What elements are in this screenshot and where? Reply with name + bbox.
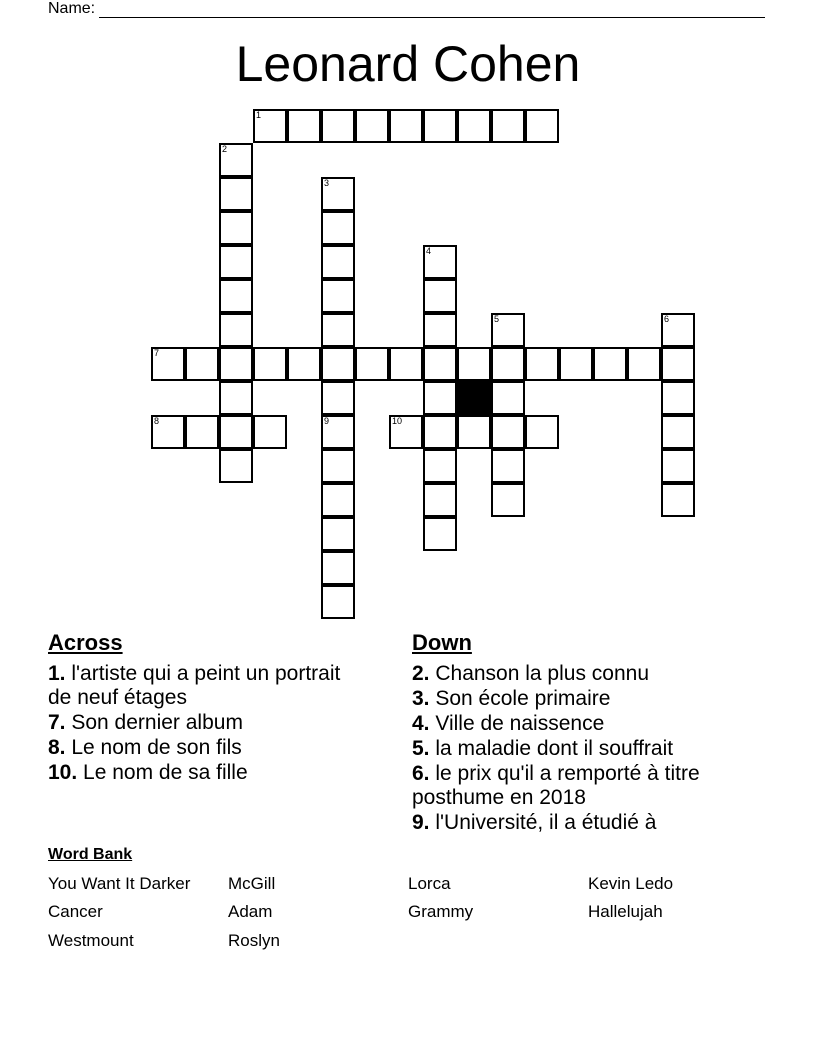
grid-cell[interactable] [423,483,457,517]
clue-text: Son dernier album [65,711,243,734]
grid-cell[interactable] [219,211,253,245]
grid-cell[interactable] [219,143,253,177]
grid-cell[interactable] [321,245,355,279]
down-clue [412,662,742,686]
grid-cell[interactable] [423,313,457,347]
down-clue [412,712,742,736]
grid-cell[interactable] [321,177,355,211]
word-bank-item: Adam [228,902,273,921]
clue-text: Son école primaire [429,687,611,710]
grid-cell[interactable] [321,381,355,415]
grid-cell[interactable] [185,415,219,449]
clue-text: la maladie dont il souffrait [429,737,674,760]
grid-cell[interactable] [491,381,525,415]
grid-cell[interactable] [423,449,457,483]
grid-cell[interactable] [151,347,185,381]
grid-cell[interactable] [423,517,457,551]
grid-cell[interactable] [627,347,661,381]
grid-cell[interactable] [491,449,525,483]
grid-cell[interactable] [457,415,491,449]
clue-number: 9. [412,811,430,834]
grid-cell[interactable] [491,313,525,347]
clue-number: 6. [412,762,430,785]
grid-cell[interactable] [661,381,695,415]
clue-number: 2. [412,662,430,685]
grid-cell[interactable] [321,211,355,245]
down-clue [412,687,742,711]
clue-number: 5. [412,737,430,760]
grid-cell[interactable] [389,415,423,449]
across-clue [48,761,348,785]
grid-cell[interactable] [321,585,355,619]
grid-cell[interactable] [423,109,457,143]
clue-number: 4 [426,246,432,256]
grid-cell[interactable] [525,347,559,381]
grid-cell[interactable] [491,415,525,449]
grid-cell[interactable] [321,483,355,517]
clue-text: l'Université, il a étudié à [429,811,657,834]
grid-cell[interactable] [491,347,525,381]
clue-number: 8. [48,736,66,759]
clue-number: 7. [48,711,66,734]
clue-text: l'artiste qui a peint un portrait de neuf étages [48,662,341,709]
down-clues [412,662,742,836]
grid-cell[interactable] [253,347,287,381]
grid-cell[interactable] [423,279,457,313]
grid-cell[interactable] [661,313,695,347]
word-bank-item: Westmount [48,931,134,950]
grid-cell[interactable] [491,109,525,143]
grid-cell[interactable] [321,109,355,143]
clue-number: 3 [324,178,330,188]
grid-cell[interactable] [219,245,253,279]
clue-number: 8 [154,416,160,426]
clue-number: 6 [664,314,670,324]
word-bank-item: McGill [228,874,276,893]
grid-cell[interactable] [355,109,389,143]
word-bank-item: Grammy [408,902,474,921]
black-cell [457,381,491,415]
clue-number: 2 [222,144,228,154]
word-bank-item: Roslyn [228,931,280,950]
word-bank-heading: Word Bank [48,846,133,863]
grid-cell[interactable] [321,415,355,449]
clue-number: 7 [154,348,160,358]
clue-number: 4. [412,712,430,735]
word-bank-item: Hallelujah [588,902,663,921]
grid-cell[interactable] [525,109,559,143]
grid-cell[interactable] [321,449,355,483]
across-heading: Across [48,630,123,655]
down-heading: Down [412,630,472,655]
grid-cell[interactable] [219,449,253,483]
grid-cell[interactable] [423,245,457,279]
grid-cell[interactable] [491,483,525,517]
grid-cell[interactable] [661,483,695,517]
clue-number: 9 [324,416,330,426]
name-label: Name: [48,0,96,17]
grid-cell[interactable] [219,381,253,415]
grid-cell[interactable] [355,347,389,381]
clue-number: 5 [494,314,500,324]
down-clue [412,737,742,761]
grid-cell[interactable] [423,381,457,415]
grid-cell[interactable] [389,109,423,143]
grid-cell[interactable] [457,109,491,143]
grid-cell[interactable] [219,279,253,313]
grid-cell[interactable] [151,415,185,449]
clue-text: Ville de naissence [429,712,605,735]
grid-cell[interactable] [321,279,355,313]
clue-number: 1. [48,662,66,685]
across-clue [48,711,348,735]
clue-text: Le nom de son fils [65,736,242,759]
clue-number: 3. [412,687,430,710]
clue-number: 1 [256,110,262,120]
grid-cell[interactable] [287,347,321,381]
grid-cell[interactable] [321,313,355,347]
grid-cell[interactable] [525,415,559,449]
word-bank-item: Kevin Ledo [588,874,674,893]
grid-cell[interactable] [661,347,695,381]
grid-cell[interactable] [219,347,253,381]
grid-cell[interactable] [423,415,457,449]
clue-text: Chanson la plus connu [429,662,650,685]
grid-cell[interactable] [321,551,355,585]
down-clue [412,811,742,835]
word-bank-item: Lorca [408,874,451,893]
grid-cell[interactable] [457,347,491,381]
grid-cell[interactable] [423,347,457,381]
grid-cell[interactable] [321,517,355,551]
word-bank-item: You Want It Darker [48,874,191,893]
grid-cell[interactable] [185,347,219,381]
clue-number: 10. [48,761,78,784]
across-clues [48,662,348,786]
grid-cell[interactable] [287,109,321,143]
grid-cell[interactable] [219,313,253,347]
grid-cell[interactable] [661,449,695,483]
grid-cell[interactable] [593,347,627,381]
down-clue [412,762,742,810]
clue-number: 10 [392,416,403,426]
grid-cell[interactable] [661,415,695,449]
grid-cell[interactable] [253,415,287,449]
grid-cell[interactable] [219,415,253,449]
grid-cell[interactable] [559,347,593,381]
across-clue [48,736,348,760]
puzzle-title: Leonard Cohen [235,36,581,92]
across-clue [48,662,348,710]
clue-text: Le nom de sa fille [77,761,248,784]
word-bank-item: Cancer [48,902,103,921]
grid-cell[interactable] [321,347,355,381]
grid-cell[interactable] [389,347,423,381]
grid-cell[interactable] [253,109,287,143]
grid-cell[interactable] [219,177,253,211]
clue-text: le prix qu'il a remporté à titre posthume en 2018 [412,762,700,809]
